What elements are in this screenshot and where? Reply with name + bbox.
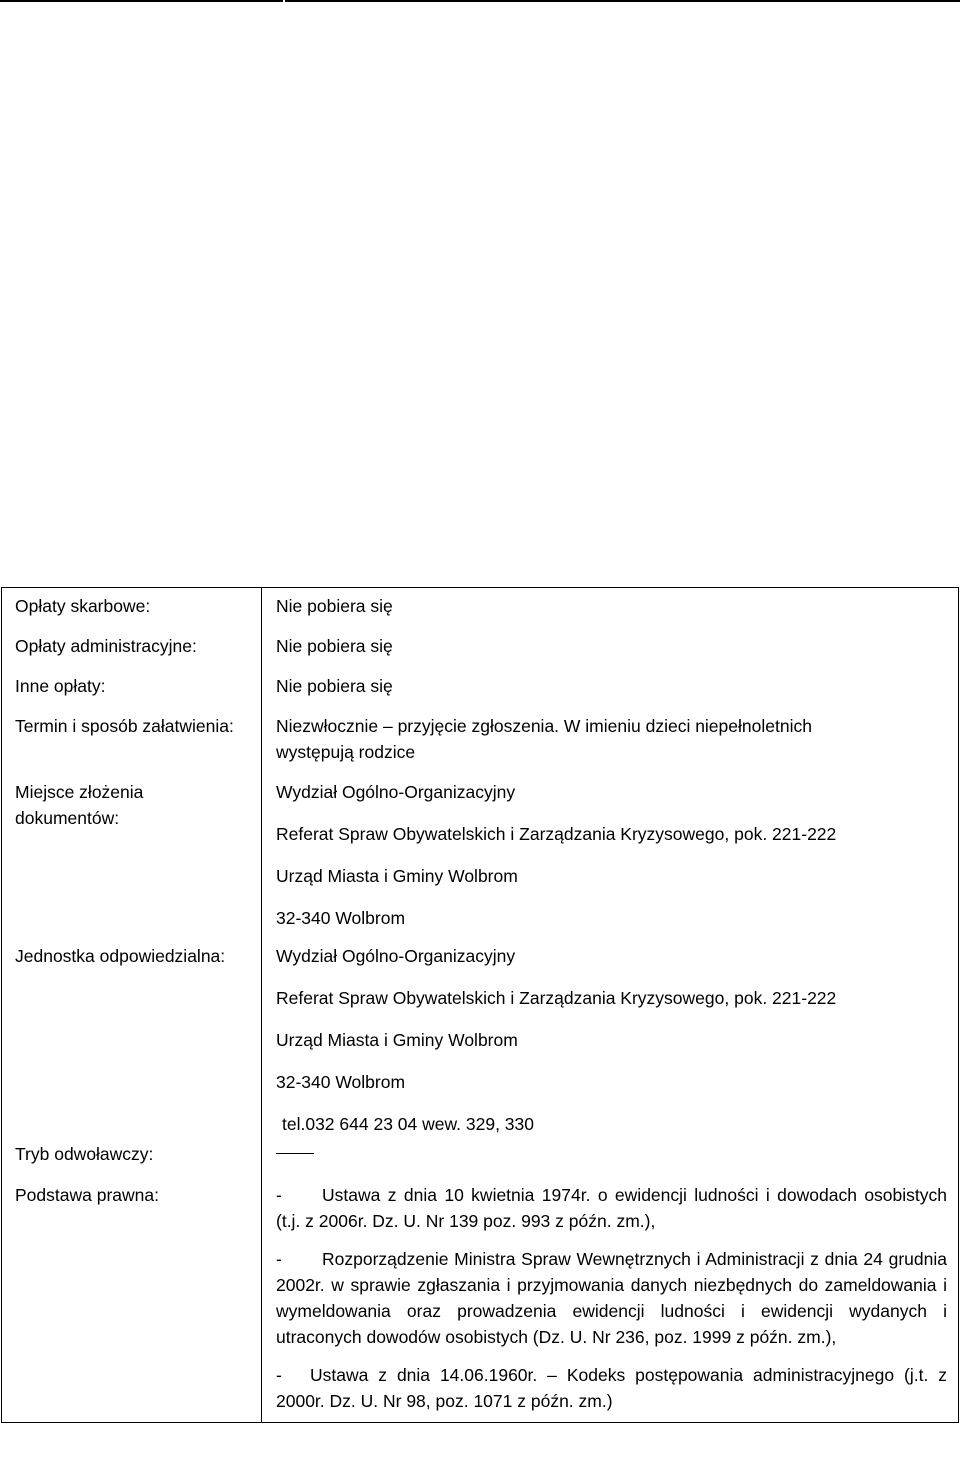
row-label: Miejsce złożenia dokumentów: <box>2 776 262 943</box>
row-jednostka <box>2 943 959 1139</box>
miejsce-referat: Referat Spraw Obywatelskich i Zarządzania Kryzysowego, pok. 221-222 <box>276 824 837 844</box>
jednostka-telefon: tel.032 644 23 04 wew. 329, 330 <box>282 1114 535 1134</box>
row-podstawa <box>2 1181 959 1423</box>
row-value <box>262 1181 959 1423</box>
legal-basis-bullet: - <box>276 1365 282 1385</box>
row-oplaty-administracyjne <box>2 630 959 670</box>
row-inne-oplaty <box>2 670 959 710</box>
row-value <box>262 776 959 943</box>
row-label: Jednostka odpowiedzialna: <box>2 943 262 1139</box>
jednostka-urzad: Urząd Miasta i Gminy Wolbrom <box>276 1030 518 1050</box>
row-value: Nie pobiera się <box>262 588 959 631</box>
legal-basis-bullet: - <box>276 1249 282 1269</box>
top-rule-left-segment <box>0 0 283 2</box>
legal-basis-text: Ustawa z dnia 10 kwietnia 1974r. o ewidencji ludności i dowodach osobistych (t.j. z 2006r. Dz. U. Nr 139 poz. 993 z późn. zm.), <box>276 1185 947 1231</box>
row-label: Podstawa prawna: <box>2 1181 262 1423</box>
row-value <box>262 943 959 1139</box>
procedure-info-table <box>1 587 959 1423</box>
row-label: Opłaty administracyjne: <box>2 630 262 670</box>
row-label: Tryb odwoławczy: <box>2 1139 262 1181</box>
jednostka-wydzial: Wydział Ogólno-Organizacyjny <box>276 946 516 966</box>
row-miejsce <box>2 776 959 943</box>
page-top-rule <box>0 0 960 4</box>
miejsce-adres: 32-340 Wolbrom <box>276 908 406 928</box>
row-oplaty-skarbowe <box>2 588 959 631</box>
miejsce-urzad: Urząd Miasta i Gminy Wolbrom <box>276 866 518 886</box>
row-label: Inne opłaty: <box>2 670 262 710</box>
legal-basis-item <box>276 1246 947 1350</box>
row-value: Nie pobiera się <box>262 670 959 710</box>
legal-basis-bullet: - <box>276 1185 282 1205</box>
jednostka-referat: Referat Spraw Obywatelskich i Zarządzania Kryzysowego, pok. 221-222 <box>276 988 837 1008</box>
legal-basis-text: Ustawa z dnia 14.06.1960r. – Kodeks postępowania administracyjnego (j.t. z 2000r. Dz. U. Nr 98, poz. 1071 z późn. zm.) <box>276 1365 947 1411</box>
row-tryb <box>2 1139 959 1181</box>
jednostka-adres: 32-340 Wolbrom <box>276 1072 406 1092</box>
legal-basis-text: Rozporządzenie Ministra Spraw Wewnętrznych i Administracji z dnia 24 grudnia 2002r. w sprawie zgłaszania i przyjmowania danych niezbędnych do zameldowania i wymeldowania oraz prowadzenia ewidencji ludności i ewidencji wydanych i utraconych dowodów osobistych (Dz. U. Nr 236, poz. 1999 z późn. zm.), <box>276 1249 947 1347</box>
termin-line-1: Niezwłocznie – przyjęcie zgłoszenia. W imieniu dzieci niepełnoletnich <box>276 716 812 736</box>
row-label: Termin i sposób załatwienia: <box>2 710 262 776</box>
row-value: Nie pobiera się <box>262 630 959 670</box>
top-rule-right-segment <box>285 0 960 2</box>
row-termin <box>2 710 959 776</box>
row-label: Opłaty skarbowe: <box>2 588 262 631</box>
row-value <box>262 710 959 776</box>
termin-line-2: występują rodzice <box>276 742 416 762</box>
row-value <box>262 1139 959 1181</box>
empty-value-dash <box>276 1153 314 1155</box>
miejsce-wydzial: Wydział Ogólno-Organizacyjny <box>276 782 516 802</box>
legal-basis-item <box>276 1182 947 1234</box>
legal-basis-item <box>276 1362 947 1414</box>
